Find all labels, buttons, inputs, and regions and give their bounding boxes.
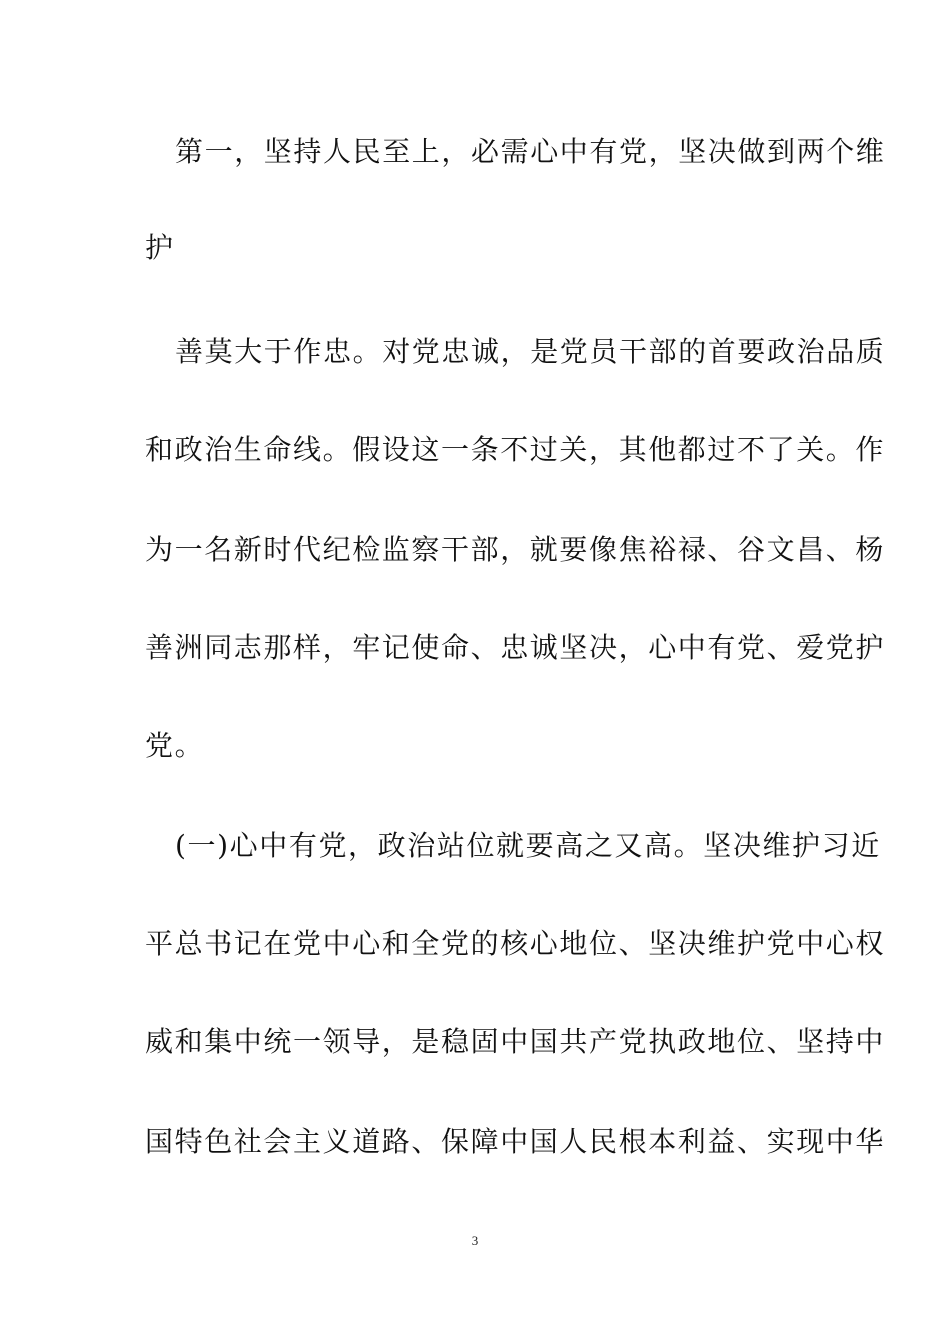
text-line: 国特色社会主义道路、保障中国人民根本利益、实现中华	[145, 1125, 886, 1158]
page-number: 3	[471, 1233, 479, 1248]
text-line: 党。	[145, 729, 205, 762]
text-line: 善洲同志那样，牢记使命、忠诚坚决，心中有党、爱党护	[145, 631, 886, 664]
text-line: 和政治生命线。假设这一条不过关，其他都过不了关。作	[145, 433, 886, 466]
text-line: 第一，坚持人民至上，必需心中有党，坚决做到两个维	[175, 135, 886, 168]
text-line: (一)心中有党，政治站位就要高之又高。坚决维护习近	[175, 829, 881, 862]
text-line: 善莫大于作忠。对党忠诚，是党员干部的首要政治品质	[175, 335, 886, 368]
text-line: 为一名新时代纪检监察干部，就要像焦裕禄、谷文昌、杨	[145, 533, 886, 566]
text-line: 威和集中统一领导，是稳固中国共产党执政地位、坚持中	[145, 1025, 886, 1058]
text-line: 护	[145, 231, 175, 264]
text-line: 平总书记在党中心和全党的核心地位、坚决维护党中心权	[145, 927, 886, 960]
